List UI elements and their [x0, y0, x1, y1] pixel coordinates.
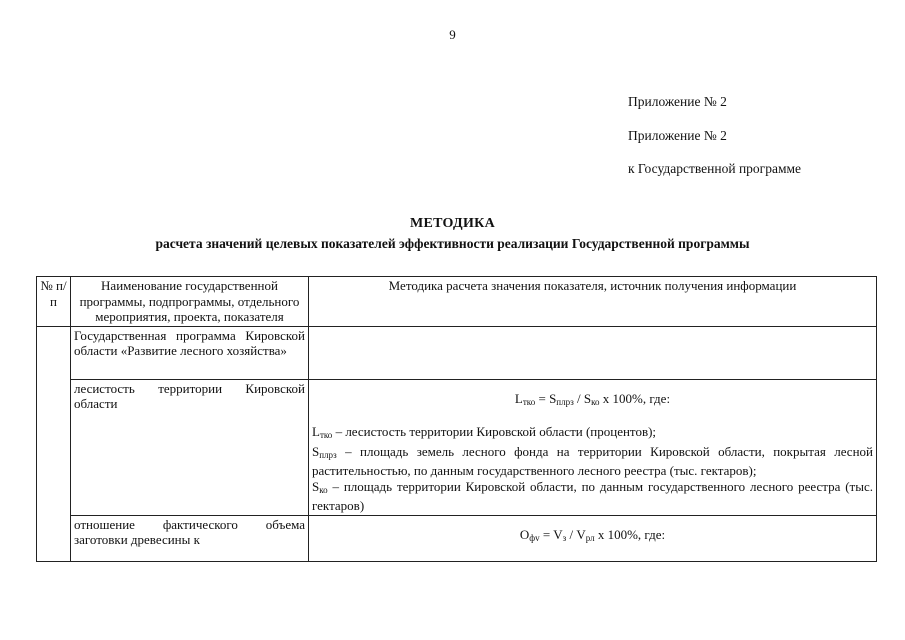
definition-line: $L_{тко}$ – лесистость территории Кировской области (процентов);: [312, 424, 657, 440]
indicator-name-cell: лесистость территории Кировской области: [71, 379, 309, 515]
table-row: [37, 379, 877, 515]
definition-line: $S_{ко}$ – площадь территории Кировской области, по данным государственного лесного реестра (тыс. гектаров): [312, 478, 873, 513]
table-header-row: [37, 277, 877, 327]
methodology-table: [36, 276, 877, 562]
indicator-name-cell: отношение фактического объема заготовки древесины к: [71, 515, 309, 562]
document-title: МЕТОДИКА: [409, 216, 496, 231]
appendix-line-1: Приложение № 2: [628, 94, 727, 109]
document-subtitle: расчета значений целевых показателей эффективности реализации Государственной программы: [155, 236, 750, 251]
table-row: [37, 515, 877, 562]
formula: $O_{фv} = V_з / V_{рл}$ x 100%, где:: [519, 526, 666, 543]
row-number-cell: [37, 326, 71, 562]
appendix-line-2: Приложение № 2: [628, 128, 727, 143]
page-number: 9: [449, 27, 456, 42]
indicator-method-cell: [309, 515, 877, 562]
program-method-cell: [309, 326, 877, 379]
header-number: № п/п: [37, 277, 71, 327]
header-name: Наименование государственной программы, подпрограммы, отдельного мероприятия, проекта, показателя: [71, 277, 309, 327]
header-method: Методика расчета значения показателя, источник получения информации: [309, 277, 877, 327]
formula-definitions: [312, 424, 873, 514]
program-name-cell: Государственная программа Кировской области «Развитие лесного хозяйства»: [71, 326, 309, 379]
formula: $L_{тко} = S_{плрз} / S_{ко}$ x 100%, где:: [514, 390, 671, 407]
table-row: [37, 326, 877, 379]
definition-line: $S_{плрз}$ – площадь земель лесного фонда на территории Кировской области, покрытая лесной растительностью, по данным государственного лесного реестра (тыс. гектаров);: [312, 443, 873, 478]
appendix-line-3: к Государственной программе: [628, 161, 802, 176]
indicator-method-cell: [309, 379, 877, 515]
